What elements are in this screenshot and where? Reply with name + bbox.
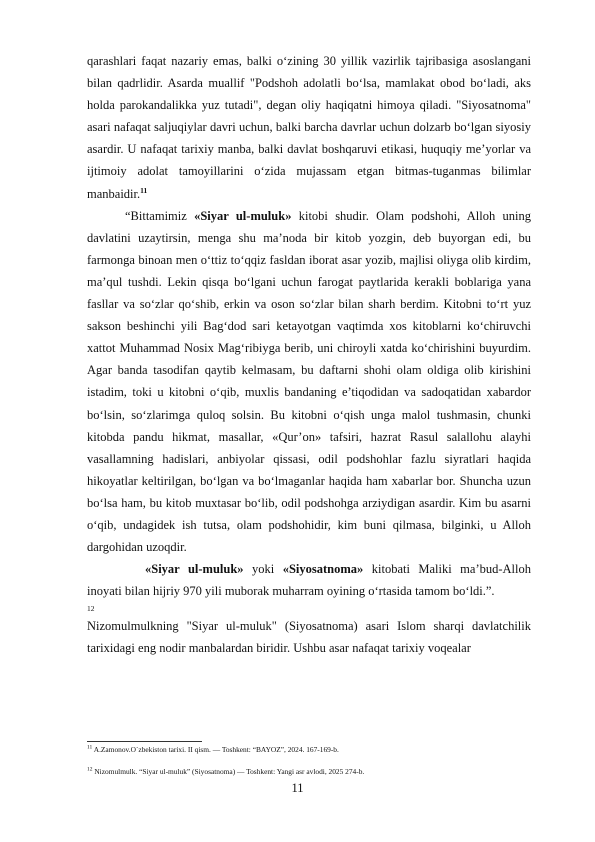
footnote-text: Nizomulmulk. “Siyar ul-muluk” (Siyosatnoma) — Toshkent: Yangi asr avlodi, 2025 274-b. bbox=[92, 767, 365, 776]
paragraph-2-quote bbox=[87, 205, 531, 559]
footnote-text: A.Zamonov.O`zbekiston tarixi. II qism. — Toshkent: “BAYOZ”, 2024. 167-169-b. bbox=[92, 745, 339, 754]
book-title-siyar-ul-muluk-2: «Siyar ul-muluk» bbox=[145, 562, 244, 577]
footnote-12 bbox=[87, 766, 531, 777]
footnote-divider bbox=[87, 741, 202, 742]
book-title-siyosatnoma: «Siyosatnoma» bbox=[282, 562, 364, 577]
page-number: 11 bbox=[291, 781, 304, 795]
quote-body-text: kitobi shudir. Olam podshohi, Alloh uning davlatini uzaytirsin, menga shu ma’noda bir kitob yozgin, deb buyorgan edi, bu farmonga binoan men o‘ttiz to‘qqiz fasldan iborat asar yozib, majlisi oliyga olib kirdim, ma’qul tushdi. Lekin qisqa bo‘lgani uchun farogat paytlarida kerakli boblariga yana fasllar va so‘zlar qo‘shib, erkin va oson so‘zlar bilan sharh berdim. Kitobni to‘rt yuz sakson beshinchi yili Bag‘dod sari ketayotgan vaqtimda xos kitoblarni ko‘chiruvchi xattot Muhammad Nosix Mag‘ribiyga berib, uni chiroyli xatda ko‘chirishini buyurdim. Agar banda tasodifan qaytib kelmasam, bu daftarni shohi olam oldiga olib kirishini istadim, toki u kitobni o‘qib, muxlis bandaning e’tiqodidan va sadoqatidan xabardor bo‘lsin, so‘zlarimga quloq solsin. Bu kitobni o‘qish unga malol tushmasin, chunki kitobda pandu hikmat, masallar, «Qur’on» tafsiri, hazrat Rasul salallohu alayhi vasallamning hadislari, anbiyolar qissasi, odil podshohlar fazlu siyratlari haqida hikoyatlar keltirilgan, bo‘lgan va bo‘lmaganlar haqida ham xabarlar bor. Shuncha uzun bo‘lsa ham, bu kitob muxtasar bo‘lib, odil podshohga arziydigan asardir. Kim bu asarni o‘qib, undagidek ish tutsa, olam podshohidir, kim buni qilmasa, bilginki, u Alloh dargohidan uzoqdir. bbox=[87, 208, 532, 555]
footnote-ref-11: 11 bbox=[140, 185, 148, 195]
footnote-number: 12 bbox=[87, 766, 93, 773]
footnote-number: 11 bbox=[87, 744, 93, 751]
paragraph-3 bbox=[87, 558, 531, 602]
book-title-siyar-ul-muluk: «Siyar ul-muluk» bbox=[194, 208, 292, 223]
paragraph-4: Nizomulmulkning "Siyar ul-muluk" (Siyosatnoma) asari Islom sharqi davlatchilik tarixidagi eng nodir manbalardan biridir. Ushbu asar nafaqat tarixiy voqealar bbox=[87, 619, 531, 656]
paragraph-1 bbox=[87, 50, 531, 205]
page-body bbox=[87, 50, 531, 660]
paragraph-3-text: kitobati Maliki ma’bud-Alloh inoyati bilan hijriy 970 yili muborak muharram oyining o‘rtasida tamom bo‘ldi.”. bbox=[87, 562, 532, 599]
footnote-ref-12: 12 bbox=[87, 604, 95, 614]
footnote-11 bbox=[87, 744, 531, 755]
quote-open-text: “Bittamimiz bbox=[125, 208, 195, 223]
paragraph-1-text: qarashlari faqat nazariy emas, balki o‘zining 30 yillik vazirlik tajribasiga asoslangani bilan qadrlidir. Asarda muallif "Podshoh adolatli bo‘lsa, mamlakat obod bo‘ladi, aks holda parokandalikka yuz tutadi", degan oliy haqiqatni himoya qiladi. "Siyosatnoma" asari nafaqat saljuqiylar davri uchun, balki barcha davrlar uchun dolzarb bo‘lgan siyosiy asardir. U nafaqat tarixiy manba, balki davlat boshqaruvi etikasi, huquqiy me’yorlar va ijtimoiy adolat tamoyillarini o‘zida mujassam etgan bitmas-tuganmas bilimlar manbaidir. bbox=[87, 54, 531, 201]
paragraph-3-connector: yoki bbox=[243, 562, 283, 577]
